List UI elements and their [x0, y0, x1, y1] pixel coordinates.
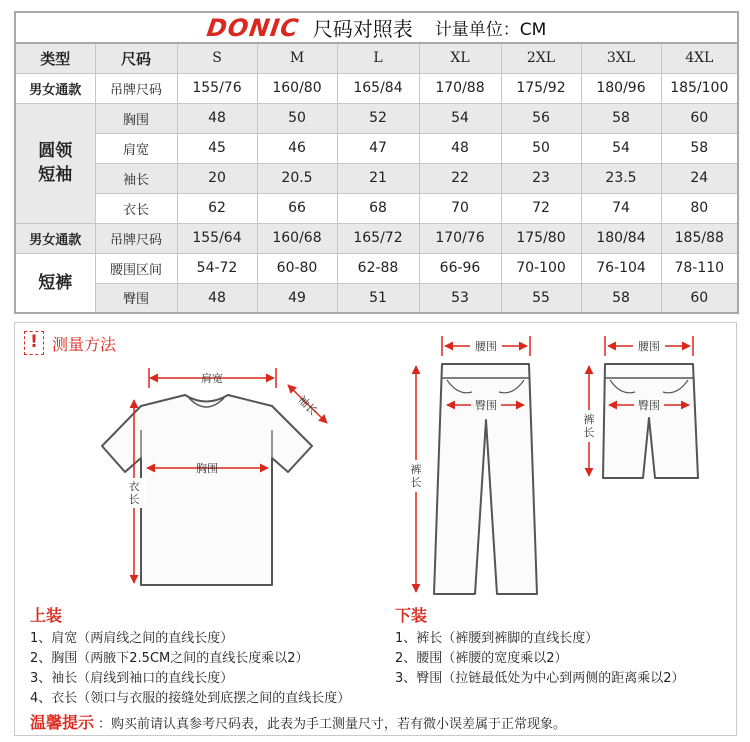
waist-label: 腰围: [475, 340, 497, 353]
table-cell: 47: [337, 133, 419, 163]
table-cell: 23.5: [581, 163, 661, 193]
table-cell: 62-88: [337, 253, 419, 283]
table-cell: 20.5: [257, 163, 337, 193]
body-length-label: [129, 480, 140, 506]
size-header: 尺码: [95, 43, 177, 73]
pants-length-char: 长: [410, 476, 422, 489]
body-length-char: 长: [128, 493, 140, 506]
table-cell: 170/76: [419, 223, 501, 253]
size-2xl: 2XL: [501, 43, 581, 73]
shorts-length-char: 裤: [583, 413, 595, 426]
type-header: 类型: [15, 43, 95, 73]
table-cell: 45: [177, 133, 257, 163]
table-cell: 68: [337, 193, 419, 223]
hip-label: 臀围: [475, 399, 497, 412]
table-cell: 180/96: [581, 73, 661, 103]
table-cell: 50: [501, 133, 581, 163]
shorts-waist-label: 腰围: [638, 340, 660, 353]
pants-length-label: [411, 462, 422, 489]
size-s: S: [177, 43, 257, 73]
table-cell: 55: [501, 283, 581, 313]
table-cell: 185/88: [661, 223, 738, 253]
category-label: 男女通款: [15, 73, 95, 103]
size-xl: XL: [419, 43, 501, 73]
table-cell: 58: [581, 283, 661, 313]
top-notes: [30, 603, 350, 709]
table-cell: 54: [581, 133, 661, 163]
table-cell: 53: [419, 283, 501, 313]
brand-logo: DONIC: [204, 13, 301, 42]
row-label: 吊牌尺码: [95, 223, 177, 253]
table-cell: 56: [501, 103, 581, 133]
method-title: 测量方法: [52, 334, 117, 354]
table-cell: 50: [257, 103, 337, 133]
tip-line: [30, 710, 566, 733]
note-item: 2、腰围（裤腰的宽度乘以2）: [395, 651, 568, 666]
table-cell: 155/76: [177, 73, 257, 103]
bottom-notes-title: 下装: [395, 606, 428, 625]
sleeve-label: 袖长: [295, 393, 320, 418]
table-cell: 175/80: [501, 223, 581, 253]
table-cell: 170/88: [419, 73, 501, 103]
table-cell: 51: [337, 283, 419, 313]
table-cell: 165/84: [337, 73, 419, 103]
table-cell: 66-96: [419, 253, 501, 283]
size-m: M: [257, 43, 337, 73]
row-label: 肩宽: [95, 133, 177, 163]
table-cell: 76-104: [581, 253, 661, 283]
row-label: 衣长: [95, 193, 177, 223]
chart-title: 尺码对照表: [312, 17, 413, 41]
chest-label: 胸围: [196, 462, 218, 475]
unit-label: 计量单位：CM: [434, 20, 547, 40]
note-item: 3、臀围（拉链最低处为中心到两侧的距离乘以2）: [395, 671, 685, 686]
shorts-illustration: [603, 364, 698, 478]
size-4xl: 4XL: [661, 43, 738, 73]
row-label: 吊牌尺码: [95, 73, 177, 103]
table-cell: 58: [661, 133, 738, 163]
category-label: 男女通款: [15, 223, 95, 253]
table-cell: 54-72: [177, 253, 257, 283]
size-l: L: [337, 43, 419, 73]
pants-length-char: 裤: [410, 463, 422, 476]
size-3xl: 3XL: [581, 43, 661, 73]
top-notes-title: 上装: [30, 606, 63, 625]
category-label: 圆领短袖: [38, 141, 73, 185]
table-cell: 180/84: [581, 223, 661, 253]
table-cell: 60: [661, 103, 738, 133]
table-cell: 165/72: [337, 223, 419, 253]
table-cell: 70-100: [501, 253, 581, 283]
tip-title: 温馨提示: [30, 713, 95, 732]
note-item: 4、衣长（领口与衣服的接缝处到底摆之间的直线长度）: [30, 691, 351, 706]
table-cell: 66: [257, 193, 337, 223]
table-cell: 24: [661, 163, 738, 193]
table-cell: 160/80: [257, 73, 337, 103]
table-cell: 80: [661, 193, 738, 223]
row-label: 胸围: [95, 103, 177, 133]
table-cell: 21: [337, 163, 419, 193]
table-cell: 62: [177, 193, 257, 223]
table-cell: 70: [419, 193, 501, 223]
row-label: 腰围区间: [95, 253, 177, 283]
shorts-length-label: [584, 412, 595, 439]
note-item: 2、胸围（两腋下2.5CM之间的直线长度乘以2）: [30, 651, 309, 666]
table-cell: 72: [501, 193, 581, 223]
table-cell: 49: [257, 283, 337, 313]
shorts-hip-label: 臀围: [638, 399, 660, 412]
tip-text: ：购买前请认真参考尺码表，此表为手工测量尺寸，若有微小误差属于正常现象。: [98, 717, 567, 732]
table-cell: 74: [581, 193, 661, 223]
note-item: 3、袖长（肩线到袖口的直线长度）: [30, 671, 234, 686]
shorts-length-char: 长: [583, 426, 595, 439]
bottom-notes: [395, 603, 685, 689]
table-cell: 48: [419, 133, 501, 163]
table-cell: 60-80: [257, 253, 337, 283]
table-cell: 48: [177, 283, 257, 313]
table-cell: 185/100: [661, 73, 738, 103]
exclamation-icon: !: [24, 331, 44, 355]
table-cell: 78-110: [661, 253, 738, 283]
body-length-char: 衣: [128, 480, 140, 493]
table-cell: 155/64: [177, 223, 257, 253]
category-label: 短裤: [38, 272, 73, 293]
table-cell: 23: [501, 163, 581, 193]
table-cell: 22: [419, 163, 501, 193]
table-cell: 160/68: [257, 223, 337, 253]
shoulder-label: 肩宽: [201, 372, 223, 385]
table-cell: 60: [661, 283, 738, 313]
row-label: 袖长: [95, 163, 177, 193]
note-item: 1、肩宽（两肩线之间的直线长度）: [30, 631, 234, 646]
table-cell: 20: [177, 163, 257, 193]
table-cell: 54: [419, 103, 501, 133]
table-cell: 46: [257, 133, 337, 163]
row-label: 臀围: [95, 283, 177, 313]
note-item: 1、裤长（裤腰到裤脚的直线长度）: [395, 631, 599, 646]
table-cell: 48: [177, 103, 257, 133]
table-cell: 58: [581, 103, 661, 133]
table-cell: 175/92: [501, 73, 581, 103]
table-cell: 52: [337, 103, 419, 133]
